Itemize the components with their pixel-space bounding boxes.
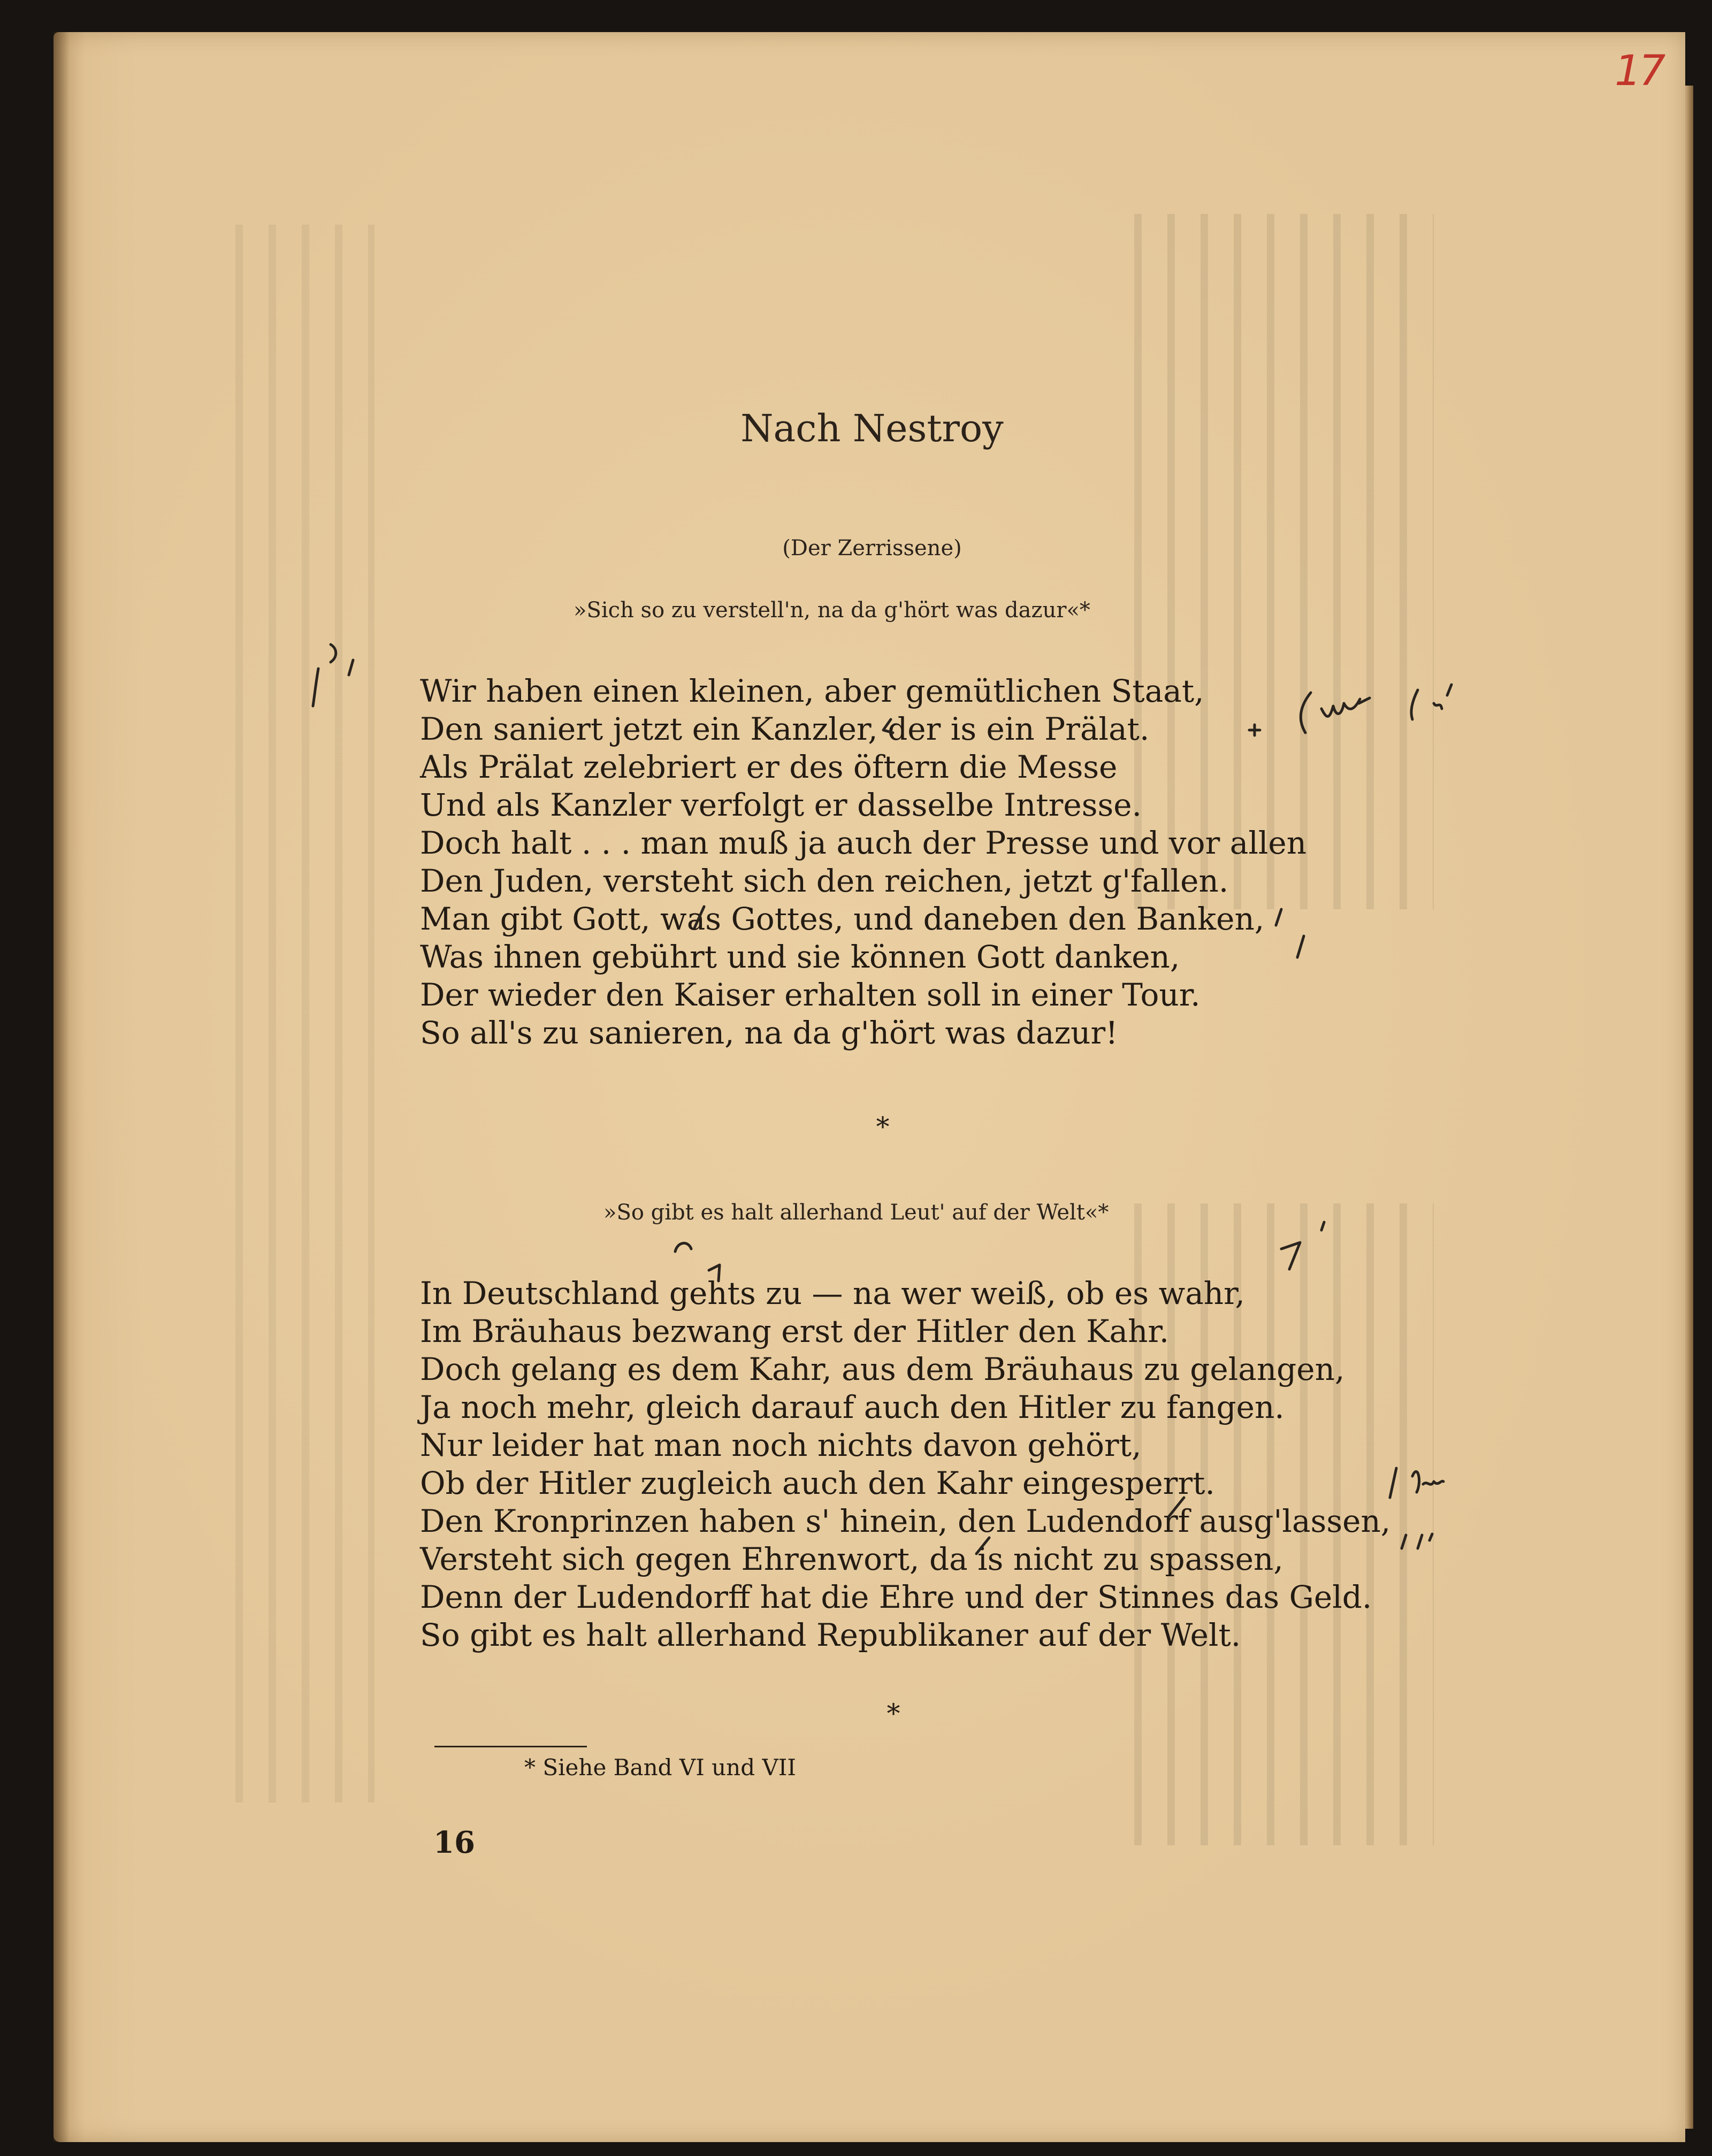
epigraph-1: »Sich so zu verstell'n, na da g'hört was dazur«* [574,598,1090,623]
verse-line: So all's zu sanieren, na da g'hört was dazur! [420,1015,1118,1051]
insert-caret-4 [709,1265,720,1281]
verse-line: In Deutschland gehts zu — na wer weiß, ob es wahr, [420,1275,1245,1311]
margin-mark-pin [1390,1468,1443,1498]
verse-line: Denn der Ludendorff hat die Ehre und der Stinnes das Geld. [420,1579,1372,1615]
insert-caret-2 [883,719,893,733]
verse-line: Der wieder den Kaiser erhalten soll in einer Tour. [420,977,1201,1013]
insert-caret-3 [694,907,704,928]
margin-mark-bracket [1301,693,1311,733]
poem-subtitle: (Der Zerrissene) [782,536,962,561]
delete-stroke-2 [976,1538,989,1554]
margin-mark-tick [1321,1222,1324,1230]
epigraph-2: »So gibt es halt allerhand Leut' auf der Welt«* [603,1200,1109,1225]
verse-line: Und als Kanzler verfolgt er dasselbe Intresse. [420,787,1142,823]
verse-line: Wir haben einen kleinen, aber gemütlichen Staat, [420,673,1204,709]
verse-line: Ob der Hitler zugleich auch den Kahr eingesperrt. [420,1465,1215,1501]
margin-mark-7 [1281,1242,1300,1269]
verse-line: Den saniert jetzt ein Kanzler, der is ein Prälat. [420,711,1150,747]
verse-line: So gibt es halt allerhand Republikaner auf der Welt. [420,1617,1241,1653]
verse-line: Im Bräuhaus bezwang erst der Hitler den Kahr. [420,1313,1170,1349]
insert-caret-5 [675,1243,691,1252]
page-number: 16 [433,1825,475,1860]
margin-mark-word [1321,698,1370,716]
margin-mark-left-hook [331,645,336,662]
footnote: * Siehe Band VI und VII [524,1754,796,1781]
folio-number: 17 [1615,47,1664,95]
margin-mark-left [313,669,318,706]
margin-mark-insert [1249,725,1260,735]
verse-line: Doch gelang es dem Kahr, aus dem Bräuhaus zu gelangen, [420,1351,1345,1387]
verse-line: Als Prälat zelebriert er des öftern die Messe [420,749,1118,785]
margin-mark-slash [1411,690,1418,719]
margin-mark-double-slash-2 [1402,1534,1432,1548]
section-separator: * [886,1698,900,1729]
margin-mark-double-slash [1276,909,1304,957]
section-separator: * [876,1111,890,1142]
verse-line: Man gibt Gott, was Gottes, und daneben den Banken, [420,901,1265,937]
verse-line: Den Kronprinzen haben s' hinein, den Ludendorf ausg'lassen, [420,1503,1391,1539]
verse-line: Versteht sich gegen Ehrenwort, da is nicht zu spassen, [420,1541,1283,1577]
margin-mark-small [1434,685,1451,709]
verse-line: Doch halt . . . man muß ja auch der Presse und vor allen [420,825,1307,861]
verse-line: Was ihnen gebührt und sie können Gott danken, [420,939,1180,975]
delete-stroke [1169,1498,1184,1516]
verse-line: Den Juden, versteht sich den reichen, jetzt g'fallen. [420,863,1229,899]
verse-line: Ja noch mehr, gleich darauf auch den Hitler zu fangen. [420,1389,1285,1425]
poem-title: Nach Nestroy [740,406,1004,450]
insert-caret-1 [349,660,353,675]
verse-line: Nur leider hat man noch nichts davon gehört, [420,1427,1142,1463]
